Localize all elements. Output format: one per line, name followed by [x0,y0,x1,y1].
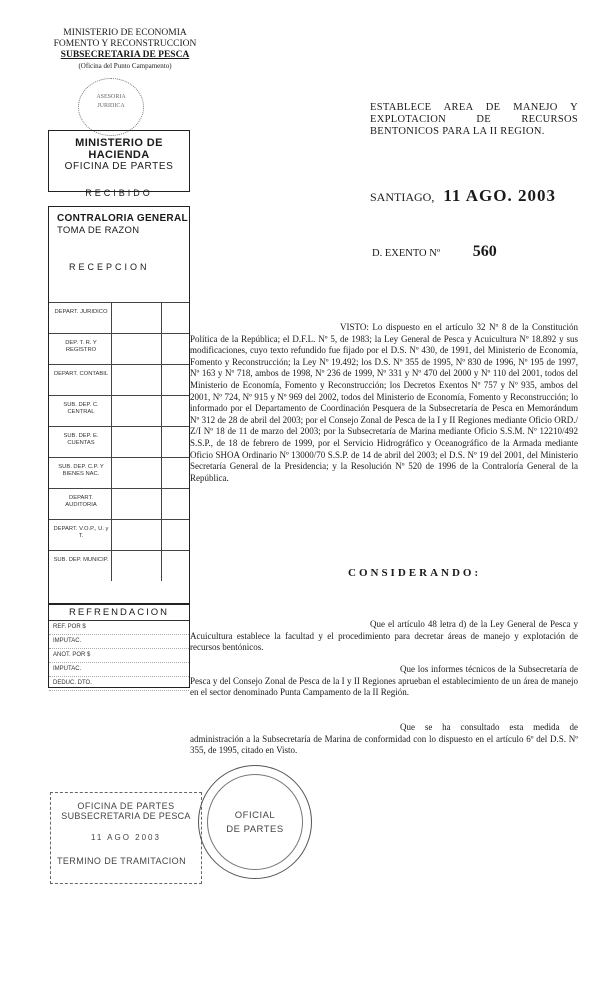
contraloria-subtitle: TOMA DE RAZON [57,225,140,236]
contraloria-row [49,519,189,550]
contraloria-row [49,395,189,426]
hacienda-line3: RECIBIDO [85,188,153,198]
ministry-name: MINISTERIO DE ECONOMIA [63,28,187,38]
contraloria-row-label: SUB. DEP. C.P. Y BIENES NAC. [58,464,104,477]
contraloria-title: CONTRALORIA GENERAL [57,213,188,224]
decree-label: D. EXENTO Nº [372,248,441,259]
considerando-paragraph-3: Que se ha consultado esta medida de administración a la Subsecretaría de Marina de conformidad con lo dispuesto en el artículo 6º del D.S. Nº 355, de 1995, citado en Visto. [190,722,578,756]
letterhead [40,28,210,72]
considerando-paragraph-1: Que el artículo 48 letra d) de la Ley General de Pesca y Acuicultura establece la facultad y el procedimiento para decretar áreas de manejo y explotación de recursos bentónicos. [190,619,578,653]
contraloria-row [49,364,189,395]
decree-number: 560 [472,243,497,260]
legal-advisory-stamp: ASESORIA JURIDICA [78,78,144,136]
visto-paragraph: VISTO: Lo dispuesto en el artículo 32 Nº 8 de la Constitución Política de la República; el D.F.L. Nº 5, de 1983; la Ley General de Pesca y Acuicultura Nº 18.892 y sus modificaciones, cuyo texto refundido fue fijado por el D.S. Nº 430, de 1991, del Ministerio de Economía, Fomento y Reconstrucción; la Ley Nº 19.492; los D.S. Nº 355 de 1995, Nº 830 de 1996, Nº 195 de 1997, Nº 163 y Nº 718, ambos de 1998, Nº 236 de 1999, Nº 331 y Nº 470 del 2000 y Nº 110 del 2001, todos del Ministerio de Economía, Fomento y Reconstrucción; los Decretos Exentos Nº 757 y Nº 935, ambos del 2001, Nº 724, Nº 915 y Nº 969 del 2002, todos del Ministerio de Economía, Fomento y Reconstrucción; lo informado por el Departamento de Coordinación Pesquera de la Subsecretaría de Pesca en Memorándum Nº 312 de 28 de abril del 2003; por el Consejo Zonal de Pesca de la I y II Regiones mediante Oficio ORD./ Z/I Nº 18 de 11 de marzo del 2003; por la Subsecretaría de Marina mediante Oficio S.S.M. Nº 12210/492 S.S.P., de 18 de febrero de 1999, por el Servicio Hidrográfico y Oceanográfico de la Armada mediante Oficio SHOA Ordinario Nº 13000/70 S.S.P. de 14 de abril del 2003; el D.S. Nº 19 del 2001, del Ministerio Secretaría General de la Presidencia; y la Resolución Nº 520 de 1996 de la Contraloría General de la República. [190,322,578,483]
place-date [370,186,556,206]
decree-title: ESTABLECE AREA DE MANEJO Y EXPLOTACION DE RECURSOS BENTONICOS PARA LA II REGION. [370,102,578,137]
contraloria-row-label: DEPART. JURIDICO [54,309,108,315]
contraloria-row-label: SUB. DEP. C. CENTRAL [63,402,99,415]
refrendacion-box [48,604,190,688]
decree-number-line [372,243,497,261]
contraloria-row-label: DEPART. V.O.P., U. y T. [53,526,109,539]
refrendacion-row: IMPUTAC. [49,635,189,649]
official-round-stamp: OFICIAL DE PARTES [198,765,312,879]
hacienda-line1: MINISTERIO DE HACIENDA [75,137,163,161]
hacienda-received-stamp [48,130,190,198]
contraloria-row-label: SUB. DEP. MUNICIP. [53,557,109,563]
contraloria-row [49,426,189,457]
refrendacion-row: ANOT. POR $ [49,649,189,663]
decree-date: 11 AGO. 2003 [443,186,556,205]
refrendacion-title: REFRENDACION [49,605,189,621]
contraloria-row-label: DEPART. AUDITORIA [65,495,97,508]
refrendacion-rows [49,621,189,691]
contraloria-row [49,457,189,488]
contraloria-row [49,302,189,333]
subsecretaria-name: SUBSECRETARIA DE PESCA [60,50,190,60]
department-name: FOMENTO Y RECONSTRUCCION [53,39,197,49]
contraloria-rows [49,302,189,581]
considerando-paragraph-2: Que los informes técnicos de la Subsecretaría de Pesca y del Consejo Zonal de Pesca de la I y II Regiones aprueban el establecimiento de un área de manejo en el sector denominado Punta Campamento de la II Región. [190,664,578,698]
office-reference: (Oficina del Punto Campamento) [78,62,172,70]
contraloria-row [49,550,189,581]
contraloria-row [49,488,189,519]
contraloria-row-label: SUB. DEP. E. CUENTAS [63,433,99,446]
refrendacion-row: DEDUC. DTO. [49,677,189,691]
contraloria-reception: RECEPCION [69,262,150,272]
considerando-heading: CONSIDERANDO: [348,567,482,579]
contraloria-row-label: DEP. T. R. Y REGISTRO [65,340,97,353]
contraloria-row [49,333,189,364]
refrendacion-row: IMPUTAC. [49,663,189,677]
place: SANTIAGO, [370,190,435,204]
refrendacion-row: REF. POR $ [49,621,189,635]
hacienda-line2: OFICINA DE PARTES [64,161,174,172]
contraloria-row-label: DEPART. CONTABIL [53,371,109,377]
contraloria-box [48,206,190,604]
oficina-partes-stamp: OFICINA DE PARTES SUBSECRETARIA DE PESCA 11 AGO 2003 TERMINO DE TRAMITACION [50,792,202,884]
